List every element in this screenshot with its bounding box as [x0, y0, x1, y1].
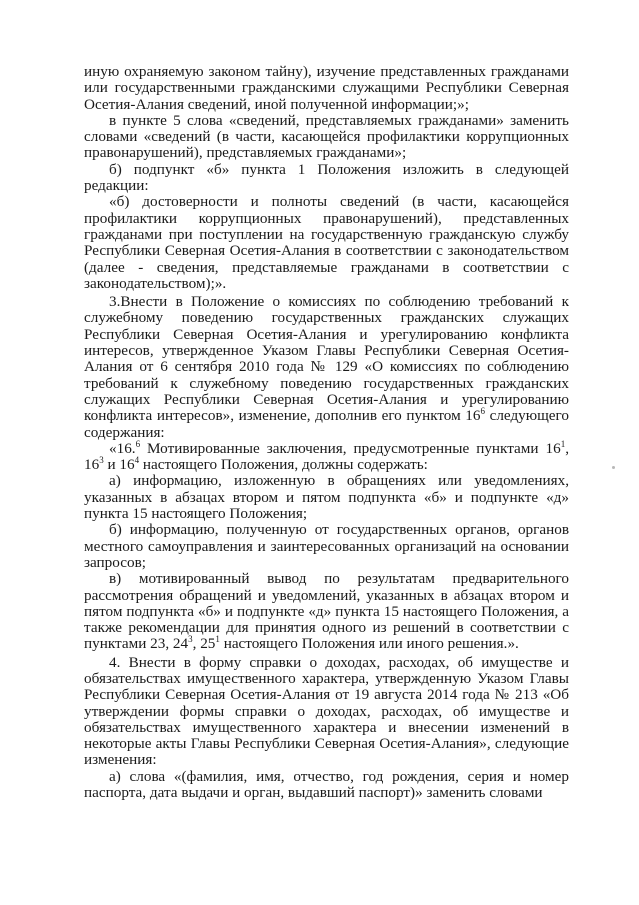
paragraph-6-text-c: , 16: [84, 439, 569, 474]
paragraph-9-sup-b: 1: [215, 634, 220, 645]
paragraph-5-text-a: 3.Внести в Положение о комиссиях по соблюдению требований к служебному поведению государственных гражданских служащих Республики Северная Осетия-Алания и урегулированию конфликта интересов, утвержденное Указом Главы Республики Северная Осетия-Алания от 6 сентября 2010 года № 129 «О комиссиях по соблюдению требований к служебному поведению государственных гражданских служащих Республики Северная Осетия-Алания и урегулированию конфликта интересов», изменение, дополнив его пунктом 16: [84, 293, 569, 425]
paragraph-5: [84, 294, 569, 441]
paragraph-6-text-b: Мотивированные заключения, предусмотренные пунктами 16: [140, 439, 561, 457]
paragraph-4: «б) достоверности и полноты сведений (в части, касающейся профилактики коррупционных правонарушений), представленных гражданами при поступлении на государственную гражданскую службу Республики Северная Осетия-Алания в соответствии с законодательством (далее - сведения, представляемые гражданами в соответствии с законодательством);».: [84, 193, 569, 292]
paragraph-9-sup-a: 3: [188, 634, 193, 645]
paragraph-6: [84, 438, 569, 474]
paragraph-2: в пункте 5 слова «сведений, представляемых гражданами» заменить словами «сведений (в части, касающейся профилактики коррупционных правонарушений), представляемых гражданами»;: [84, 111, 569, 162]
paragraph-6-text-a: «16.: [109, 439, 136, 457]
paragraph-6-text-d: и 16: [103, 456, 135, 474]
scan-mark: [612, 466, 615, 469]
paragraph-5-sup-a: 6: [480, 406, 485, 417]
paragraph-8: б) информацию, полученную от государственных органов, органов местного самоуправления и заинтересованных организаций на основании запросов;: [84, 521, 569, 571]
paragraph-10: 4. Внести в форму справки о доходах, расходах, об имуществе и обязательствах имущественного характера, утвержденную Указом Главы Республики Северная Осетия-Алания от 19 августа 2014 года № 213 «Об утверждении формы справки о доходах, расходах, об имуществе и обязательствах имущественного характера и внесении изменений в некоторые акты Главы Республики Северная Осетия-Алания», следующие изменения:: [84, 653, 569, 769]
paragraph-6-text-e: настоящего Положения, должны содержать:: [139, 456, 428, 474]
paragraph-9-text-b: , 25: [192, 635, 216, 653]
paragraph-6-sup-b: 1: [560, 438, 566, 449]
paragraph-9-text-a: в) мотивированный вывод по результатам предварительного рассмотрения обращений и уведомлений, указанных в абзацах втором и пятом подпункта «б» и подпункте «д» пункта 15 настоящего Положения, а также рекомендации для принятия одного из решений в соответствии с пунктами 23, 24: [84, 570, 569, 653]
paragraph-6-sup-a: 6: [135, 438, 141, 449]
paragraph-9: [84, 571, 569, 652]
paragraph-11: а) слова «(фамилия, имя, отчество, год рождения, серия и номер паспорта, дата выдачи и орган, выдавший паспорт)» заменить словами: [84, 767, 569, 802]
paragraph-5-text-b: следующего содержания:: [84, 407, 569, 441]
paragraph-9-text-c: настоящего Положения или иного решения.».: [219, 635, 519, 653]
paragraph-3: б) подпункт «б» пункта 1 Положения изложить в следующей редакции:: [84, 160, 569, 195]
paragraph-1: иную охраняемую законом тайну), изучение представленных гражданами или государственными гражданскими служащими Республики Северная Осетия-Алания сведений, иной полученной информации;»;: [84, 63, 569, 113]
paragraph-6-sup-c: 3: [99, 455, 104, 466]
paragraph-6-sup-d: 4: [134, 455, 140, 466]
paragraph-7: а) информацию, изложенную в обращениях или уведомлениях, указанных в абзацах втором и пятом подпункта «б» и подпункте «д» пункта 15 настоящего Положения;: [84, 472, 569, 523]
